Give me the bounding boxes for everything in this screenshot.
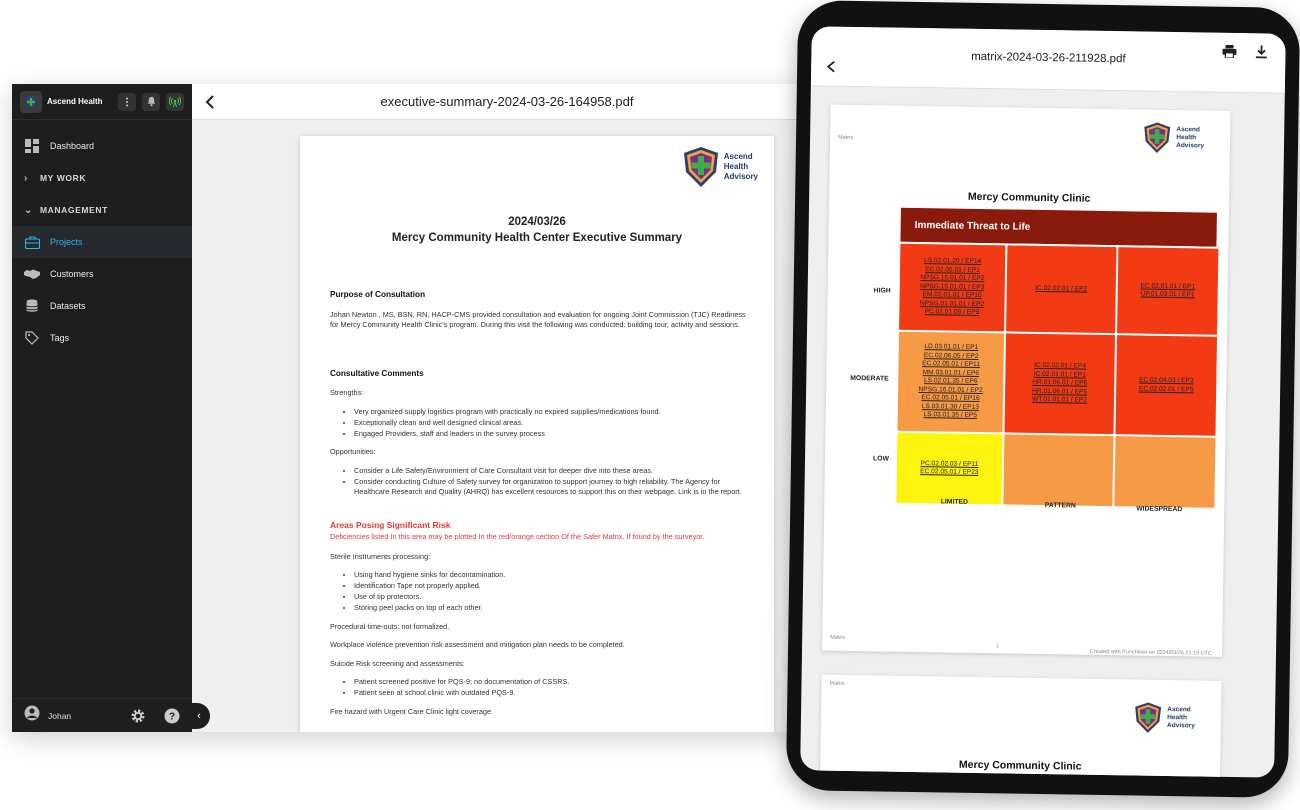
sidebar-item-label: Tags bbox=[50, 333, 70, 343]
page-label: Matrix bbox=[838, 134, 854, 141]
back-button[interactable] bbox=[192, 84, 228, 120]
strengths-list bbox=[354, 407, 746, 440]
section-heading: Purpose of Consultation bbox=[330, 290, 426, 299]
download-button[interactable] bbox=[1251, 41, 1271, 61]
paragraph: Strengths: bbox=[330, 388, 364, 397]
printer-icon bbox=[1222, 44, 1236, 57]
sterile-list bbox=[354, 570, 746, 614]
matrix-finding-link[interactable]: PC.02.01.09 / EP9 bbox=[924, 308, 980, 317]
broadcast-icon bbox=[169, 96, 181, 108]
list-item: • Very organized supply logistics program with practically no expired supplies/medications found. bbox=[354, 407, 746, 418]
matrix-finding-link[interactable]: EC.02.05.01 / EP16 bbox=[921, 394, 980, 403]
matrix-finding-link[interactable]: LS.02.01.20 / EP14 bbox=[923, 257, 982, 266]
list-item: • Using hand hygiene sinks for decontamination. bbox=[354, 570, 746, 581]
paragraph: Procedural time-outs: not formalized. bbox=[330, 621, 450, 631]
notifications-button[interactable] bbox=[142, 93, 160, 111]
row-label-moderate: MODERATE bbox=[850, 374, 889, 383]
tablet-screen bbox=[800, 26, 1286, 777]
shield-logo-icon bbox=[1133, 701, 1163, 733]
cell-low-pattern bbox=[1003, 434, 1113, 506]
logo-line: Advisory bbox=[1176, 142, 1205, 150]
cell-low-widespread bbox=[1114, 436, 1215, 508]
matrix-finding-link[interactable]: NPSG.15.01.01 / EP2 bbox=[920, 274, 985, 283]
list-item: • Patient seen at school clinic with outdated PQS-9. bbox=[354, 688, 746, 699]
matrix-finding-link[interactable]: LD.03.01.01 / EP1 bbox=[924, 343, 979, 352]
cell-high-limited bbox=[899, 244, 1005, 332]
chevron-left-icon: ‹ bbox=[197, 710, 201, 722]
cell-high-widespread bbox=[1117, 247, 1218, 335]
list-item: • Storing peel packs on top of each other. bbox=[354, 603, 746, 614]
suicide-list bbox=[354, 677, 746, 699]
paragraph: Sterile Instruments processing: bbox=[330, 551, 431, 561]
col-label-widespread: WIDESPREAD bbox=[1136, 505, 1183, 514]
sidebar-header bbox=[12, 84, 192, 120]
clinic-title: Mercy Community Clinic bbox=[967, 190, 1091, 205]
logo-line: Ascend bbox=[1176, 126, 1200, 134]
dashboard-icon bbox=[24, 138, 40, 154]
opportunities-list bbox=[354, 466, 746, 498]
paragraph: Opportunities: bbox=[330, 447, 376, 456]
matrix-finding-link[interactable]: IC.02.02.01 / EP2 bbox=[1035, 284, 1088, 293]
matrix-finding-link[interactable]: LS.02.01.35 / EP6 bbox=[923, 377, 978, 386]
section-label: MY WORK bbox=[40, 173, 87, 183]
page-label: Matrix bbox=[829, 680, 845, 687]
tag-icon bbox=[24, 330, 40, 346]
matrix-finding-link[interactable]: EC.02.05.01 / EP11 bbox=[922, 360, 980, 369]
matrix-finding-link[interactable]: MM.03.01.01 / EP6 bbox=[922, 368, 980, 377]
col-label-limited: LIMITED bbox=[940, 498, 969, 506]
clinic-title: Mercy Community Clinic bbox=[958, 758, 1082, 773]
logo-line: Advisory bbox=[723, 172, 758, 181]
row-label-low: LOW bbox=[872, 455, 889, 463]
paragraph: Suicide Risk screening and assessments: bbox=[330, 658, 465, 668]
broadcast-status-button[interactable] bbox=[166, 93, 184, 111]
handshake-icon bbox=[24, 266, 40, 282]
section-label: MANAGEMENT bbox=[40, 205, 108, 215]
cell-high-pattern bbox=[1006, 245, 1116, 333]
risk-note: Deficiencies listed In this area may be plotted In the red/orange section Of the Safer Matrix. If found by the surveyor. bbox=[330, 532, 705, 541]
footer-label: Matrix bbox=[830, 634, 846, 641]
more-menu-button[interactable] bbox=[118, 93, 136, 111]
user-avatar-icon[interactable] bbox=[24, 705, 40, 726]
list-item: • Use of tip protectors. bbox=[354, 592, 746, 603]
report-title: Mercy Community Health Center Executive Summary bbox=[391, 232, 683, 244]
sidebar-item-customers[interactable] bbox=[12, 258, 192, 290]
kebab-icon bbox=[122, 97, 132, 107]
row-label-high: HIGH bbox=[873, 287, 891, 295]
tablet-header bbox=[811, 26, 1286, 93]
report-date: 2024/03/26 bbox=[508, 216, 566, 228]
ascend-logo bbox=[1142, 122, 1204, 155]
sidebar-footer bbox=[12, 698, 192, 732]
paragraph: Johan Newton , MS, BSN, RN, HACP-CMS provided consultation and evaluation for ongoing Joint Commission (TJC) Readiness for Mercy Community Health Clinic's program. During this visit the following was conducted: building tour, activity and sessions. bbox=[330, 309, 746, 329]
cell-moderate-widespread bbox=[1115, 335, 1217, 436]
cell-moderate-pattern bbox=[1004, 333, 1115, 434]
svg-text:?: ? bbox=[168, 711, 176, 722]
matrix-finding-link[interactable]: NPSG.01.01.01 / EP2 bbox=[919, 299, 985, 308]
logo-line: Health bbox=[723, 162, 749, 171]
help-icon[interactable] bbox=[164, 708, 180, 724]
list-item: • Engaged Providers, staff and leaders in the survey process bbox=[354, 429, 746, 440]
sidebar-item-tags[interactable] bbox=[12, 322, 192, 354]
logo-line: Health bbox=[1176, 134, 1197, 142]
shield-logo-icon bbox=[1142, 122, 1172, 154]
sidebar bbox=[12, 84, 192, 732]
logo-line: Advisory bbox=[1167, 721, 1195, 730]
bell-icon bbox=[146, 96, 157, 107]
col-label-pattern: PATTERN bbox=[1044, 502, 1076, 510]
matrix-finding-link[interactable]: LS.03.01.35 / EP5 bbox=[923, 411, 978, 420]
matrix-finding-link[interactable]: LS.03.01.30 / EP13 bbox=[921, 402, 980, 411]
sidebar-item-projects[interactable] bbox=[12, 226, 192, 258]
matrix-finding-link[interactable]: WT.01.01.01 / EP2 bbox=[1031, 396, 1088, 404]
list-item: • Exceptionally clean and well designed clinical areas. bbox=[354, 418, 746, 429]
sidebar-item-datasets[interactable] bbox=[12, 290, 192, 322]
section-heading: Consultative Comments bbox=[330, 368, 424, 378]
ascend-logo bbox=[682, 146, 758, 188]
matrix-finding-link[interactable]: HR.01.06.01 / EP5 bbox=[1032, 387, 1088, 396]
list-item: • Patient screened positive for PQS-9; no documentation of CSSRS. bbox=[354, 677, 746, 688]
user-name: Johan bbox=[48, 710, 72, 721]
matrix-finding-link[interactable]: NPSG.15.01.01 / EP3 bbox=[920, 282, 985, 291]
matrix-finding-link[interactable]: EC.02.06.01 / EP1 bbox=[925, 265, 980, 274]
pdf-page bbox=[300, 136, 774, 732]
document-filename: executive-summary-2024-03-26-164958.pdf bbox=[380, 94, 634, 109]
list-item: • Consider a Life Safety/Environment of Care Consultant visit for deeper dive into these areas. bbox=[354, 466, 746, 477]
cell-low-limited bbox=[896, 433, 1002, 505]
section-my-work[interactable] bbox=[12, 162, 192, 194]
matrix-grid bbox=[896, 242, 1216, 508]
list-item: • Consider conducting Culture of Safety survey for organization to support journey to high reliability. The Agency for Healthcare Research and Quality (AHRQ) has excellent resources to support this on their webpage. Link is in the report. bbox=[354, 477, 746, 498]
paragraph: Fire hazard with Urgent Care Clinic light coverage. bbox=[330, 706, 494, 716]
document-viewer bbox=[192, 84, 822, 732]
logo-line: Health bbox=[1167, 713, 1188, 722]
report-body bbox=[330, 290, 746, 725]
safer-matrix bbox=[896, 208, 1217, 508]
sidebar-item-label: Customers bbox=[50, 269, 94, 279]
matrix-finding-link[interactable]: EC.02.01.01 / EP1 bbox=[1140, 282, 1196, 290]
page-number: 1 bbox=[996, 643, 1000, 650]
logo-line: Ascend bbox=[1167, 705, 1191, 714]
paragraph: Workplace violence prevention risk assessment and mitigation plan needs to be completed. bbox=[330, 640, 625, 649]
matrix-finding-link[interactable]: EM.02.01.01 / EP10 bbox=[922, 291, 982, 300]
matrix-finding-link[interactable]: IC.02.01.01 / EP1 bbox=[1033, 370, 1086, 379]
matrix-pdf-page bbox=[822, 105, 1231, 657]
matrix-finding-link[interactable]: HR.01.06.01 / EP6 bbox=[1032, 379, 1088, 387]
matrix-finding-link[interactable]: EC.02.02.01 / EP5 bbox=[1138, 385, 1194, 393]
matrix-finding-link[interactable]: EC.02.05.01 / EP23 bbox=[920, 468, 979, 476]
logo-line: Ascend bbox=[723, 152, 753, 161]
desktop-app-window bbox=[12, 84, 822, 732]
matrix-pdf-page-2 bbox=[820, 675, 1222, 778]
briefcase-icon bbox=[24, 234, 40, 250]
viewer-header bbox=[192, 84, 822, 120]
gear-icon[interactable] bbox=[130, 708, 146, 724]
tablet-device bbox=[786, 0, 1300, 798]
shield-logo-icon bbox=[682, 146, 720, 188]
chevron-down-icon: ⌄ bbox=[24, 204, 33, 216]
threat-banner: Immediate Threat to Life bbox=[900, 208, 1216, 247]
app-logo[interactable] bbox=[20, 91, 42, 113]
matrix-finding-link[interactable]: IC.02.02.01 / EP4 bbox=[1033, 362, 1087, 370]
chevron-right-icon: › bbox=[24, 172, 28, 184]
section-management[interactable] bbox=[12, 194, 192, 226]
database-icon bbox=[24, 298, 40, 314]
ascend-logo bbox=[1133, 701, 1195, 734]
print-button[interactable] bbox=[1219, 41, 1239, 61]
matrix-finding-link[interactable]: PC.02.02.03 / EP11 bbox=[920, 459, 979, 468]
arrow-back-icon bbox=[204, 95, 216, 109]
cell-moderate-limited bbox=[897, 332, 1004, 433]
sidebar-item-label: Datasets bbox=[50, 301, 86, 311]
arrow-back-icon bbox=[826, 61, 836, 73]
matrix-finding-link[interactable]: NPSG.16.01.01 / EP2 bbox=[918, 385, 983, 394]
list-item: • Identification Tape not properly applied. bbox=[354, 581, 746, 592]
tablet-filename: matrix-2024-03-26-211928.pdf bbox=[971, 50, 1126, 66]
matrix-finding-link[interactable]: UP.01.03.01 / EP1 bbox=[1140, 290, 1195, 299]
created-note: Created with Punchtree on 2024/03/26 21:19 UTC bbox=[1089, 648, 1213, 657]
brand-name: Ascend Health bbox=[47, 97, 103, 106]
risk-heading: Areas Posing Significant Risk bbox=[330, 519, 451, 530]
matrix-finding-link[interactable]: EC.02.04.03 / EP3 bbox=[1138, 376, 1194, 385]
download-icon bbox=[1255, 45, 1267, 58]
sidebar-item-dashboard[interactable] bbox=[12, 130, 192, 162]
matrix-finding-link[interactable]: EC.02.06.05 / EP2 bbox=[923, 351, 979, 360]
sidebar-item-label: Projects bbox=[50, 237, 83, 247]
sidebar-item-label: Dashboard bbox=[50, 141, 95, 151]
